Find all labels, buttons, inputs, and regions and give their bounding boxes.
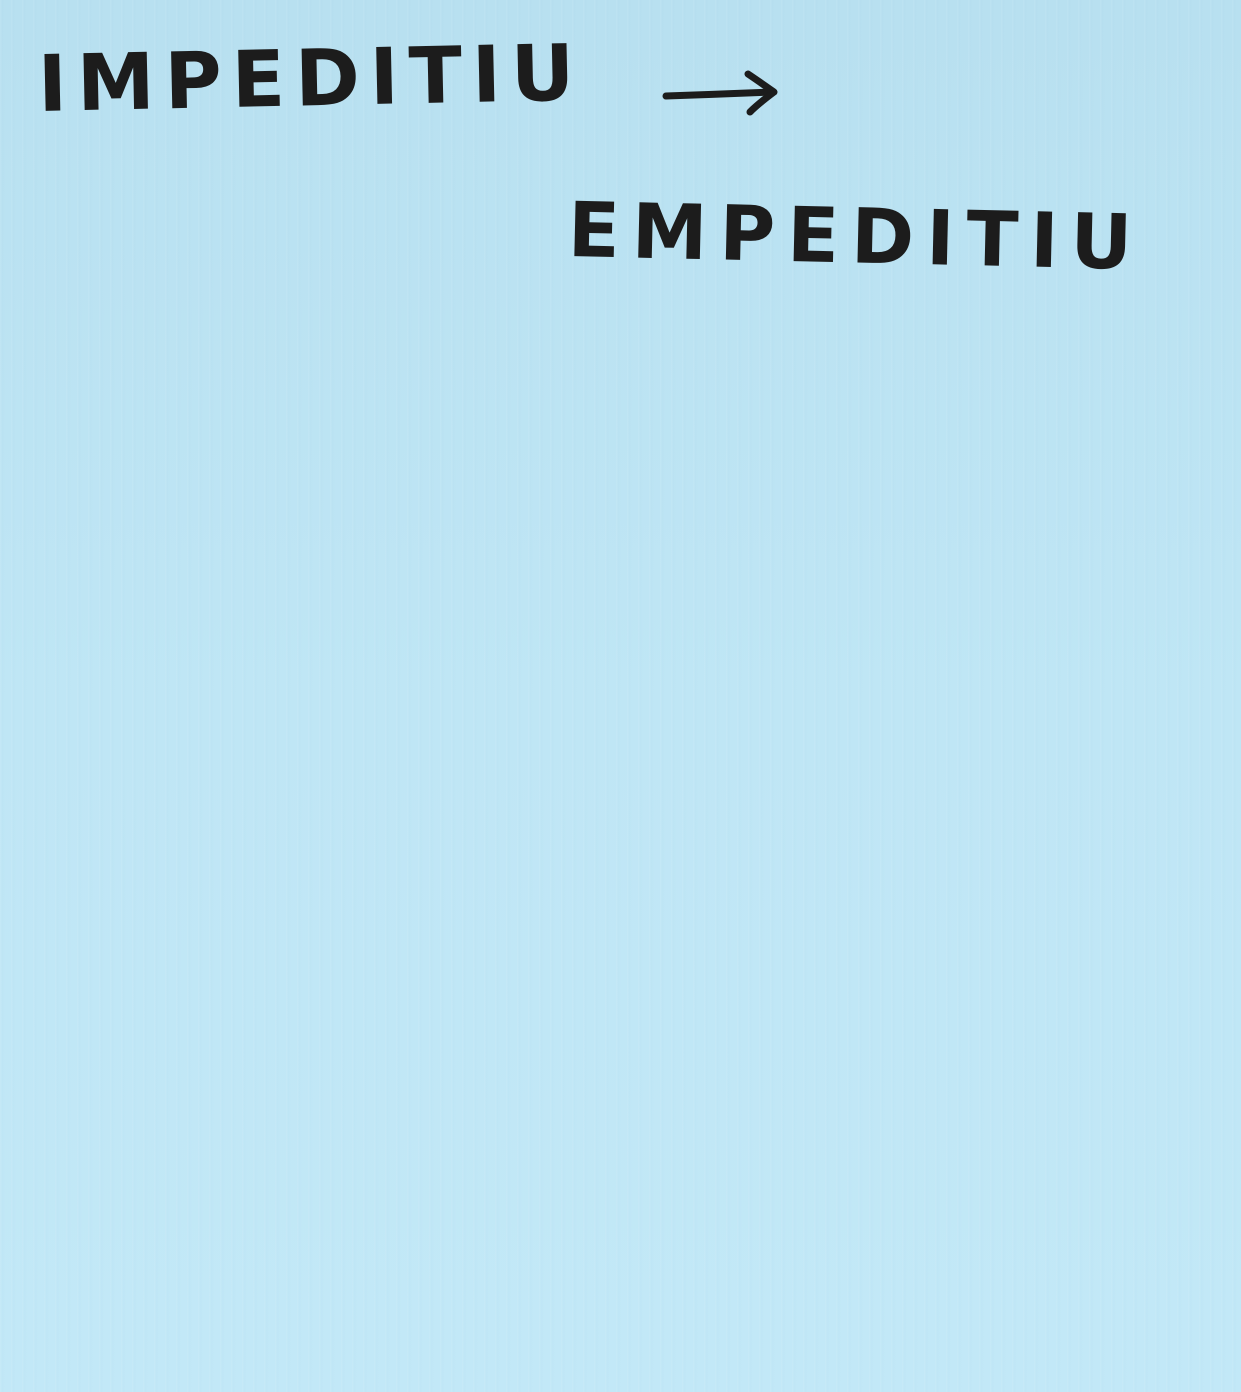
source-word: IMPEDITIU xyxy=(37,28,586,130)
arrow-right-icon xyxy=(660,62,782,118)
target-word: EMPEDITIU xyxy=(567,185,1146,288)
